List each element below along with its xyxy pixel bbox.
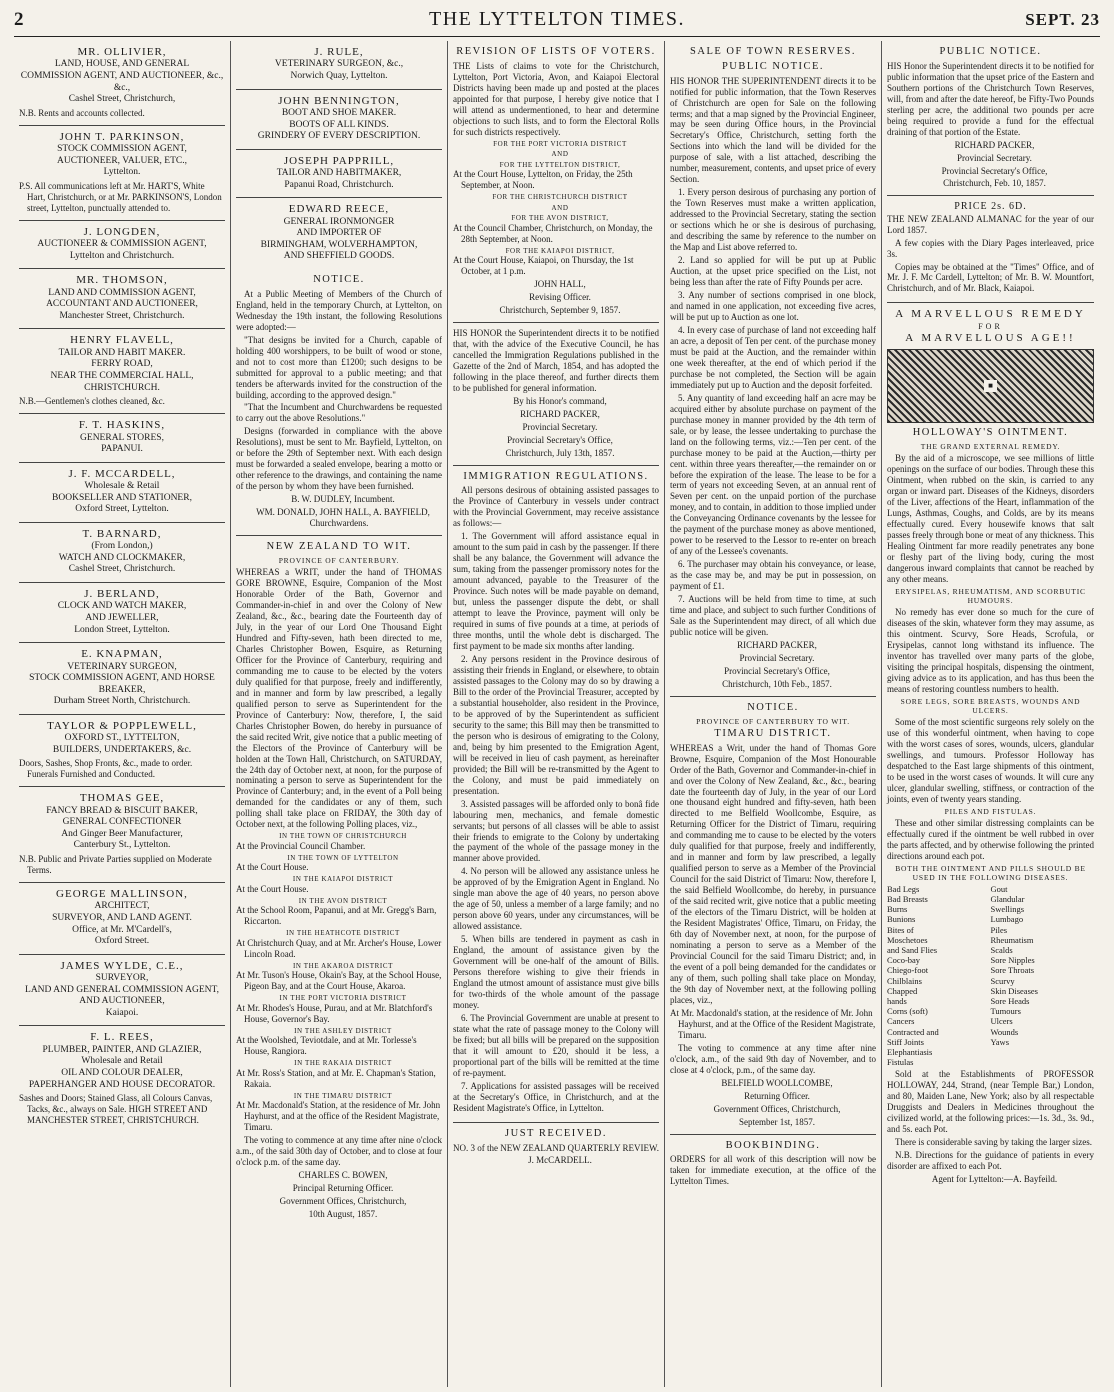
immigration-notice-body: HIS HONOR the Superintendent directs it to be notified that, with the advice of the Executive Council, he has cancelled the Immigration Regulations published in the Gazette of the 2nd of March, 1854, and has adopted the following in the place thereof, and further directs them to be published for general information. (453, 328, 659, 393)
business-name: F. L. REES, (90, 1031, 154, 1044)
sale-signature-line: Christchurch, 10th Feb., 1857. (722, 678, 832, 689)
regulation-paragraph: 1. The Government will afford assistance equal in amount to the sum paid in cash by the passenger. If there shall be any balance, the Government will advance the sum, taking from the passenger promissory notes for the amount advanced, payable to the Treasurer of the Province. Such notes will be made payable on demand, but, unless the passenger dispute the debt, or shall attempt to leave the Province, payment will only be required in sums of five pounds at a time, at periods of three months, until the whole debt is discharged. The first payment to be made six months after landing. (453, 531, 659, 652)
business-line: Kaiapoi. (105, 1007, 139, 1018)
disease-item: Chapped hands (887, 985, 918, 1006)
disease-item: Bunions (887, 914, 916, 925)
just-received-title: JUST RECEIVED. (505, 1127, 607, 1139)
diseases-heading: BOTH THE OINTMENT AND PILLS SHOULD BE USED IN THE FOLLOWING DISEASES. (895, 863, 1086, 882)
timaru-district: TIMARU DISTRICT. (714, 727, 832, 739)
holloway-saving: There is considerable saving by taking the larger sizes. (895, 1137, 1093, 1148)
business-card (19, 523, 225, 583)
business-line: And Ginger Beer Manufacturer, (61, 828, 183, 839)
business-line: PAPANUI. (101, 444, 143, 455)
column-5 (882, 41, 1099, 1387)
disease-item: Skin Diseases (990, 985, 1038, 996)
writ-close: The voting to commence at any time after nine o'clock a.m., of the said 30th day of October, and to close at four o'clock p.m. of the same day. (236, 1135, 442, 1167)
immigration-regulations (453, 466, 659, 1123)
immigration-notice (453, 323, 659, 466)
public-notice-signature-line: RICHARD PACKER, (954, 139, 1035, 150)
timaru-notice (670, 697, 876, 1135)
church-notice (236, 269, 442, 536)
business-card (19, 883, 225, 955)
district-heading: FOR THE PORT VICTORIA DISTRICT (493, 139, 627, 148)
sale-term: 2. Land so applied for will be put up at Public Auction, at the upset price specified on the List, not being less than after the rate of Fifty Pounds per acre. (670, 255, 876, 288)
business-card (19, 583, 225, 643)
erysipelas-heading: ERYSIPELAS, RHEUMATISM, AND SCORBUTIC HUMOURS. (895, 586, 1086, 605)
almanac-price: PRICE 2s. 6D. (954, 201, 1027, 213)
district-heading: IN THE AKAROA DISTRICT (293, 961, 393, 970)
business-line: Wholesale and Retail (81, 1056, 163, 1067)
disease-item: Lumbago (990, 914, 1024, 925)
church-paragraph: Designs (forwarded in compliance with the above Resolutions), must be sent to Mr. Bayfield, Lyttelton, on or before the 29th of September next. With each design must be forwarded a sealed envelope, bearing a motto or other reference to the drawings, and containing the name of the person by whom they have been furnished. (236, 426, 442, 492)
polling-place: At the Court House. (236, 883, 309, 894)
business-card (19, 715, 225, 788)
business-line: Oxford Street, Lyttelton. (75, 504, 169, 515)
business-card (19, 221, 225, 270)
business-card (19, 1026, 225, 1132)
business-name: F. T. HASKINS, (78, 419, 166, 432)
disease-item: Tumours (990, 1006, 1021, 1017)
business-card (19, 955, 225, 1027)
disease-item: Yaws (990, 1036, 1010, 1047)
writ-notice (236, 536, 442, 1226)
business-card (236, 198, 442, 269)
holloway-title: HOLLOWAY'S OINTMENT. (912, 426, 1069, 438)
business-card (19, 329, 225, 414)
business-card (19, 787, 225, 883)
business-line: AUCTIONEER & COMMISSION AGENT, (37, 239, 207, 250)
business-note: N.B.—Gentlemen's clothes cleaned, &c. (19, 396, 165, 407)
regulation-paragraph: 6. The Provincial Government are unable at present to state what the rate of passage money to the Colony will be fixed; but all bills will be prepared on the supposition that it will amount to £20, should it be less, a proportional part of the bills will be remitted at the time of re-payment. (453, 1013, 659, 1078)
diseases-right (991, 884, 1095, 1067)
masthead (14, 8, 1100, 37)
writ-signature-line: Government Offices, Christchurch, (279, 1195, 407, 1206)
disease-item: Glandular Swellings (990, 894, 1025, 915)
column-2 (231, 41, 448, 1387)
disease-item: Bad Legs (887, 883, 920, 894)
holloway-nb: N.B. Directions for the guidance of patients in every disorder are affixed to each Pot. (887, 1150, 1094, 1172)
disease-item: Coco-bay (887, 955, 921, 966)
business-line: GENERAL IRONMONGER (283, 216, 395, 227)
sale-intro: HIS HONOR THE SUPERINTENDENT directs it to be notified for public information, that the Town Reserves of Christchurch are open for Sale on the following terms; and that a map signed by the Provincial Engineer, may be seen during Office hours, in the Provincial Secretary's Office, Christchurch, setting forth the Sections into which the land will be divided for the purpose of sale, with a list attached, describing the number, measurement, contents, and upset price of every Section. (670, 75, 876, 185)
business-line: SURVEYOR, (95, 973, 149, 984)
sale-term: 4. In every case of purchase of land not exceeding half an acre, a deposit of Ten per cent. of the purchase money must be paid at the Auction, and the remainder within one week thereafter, at the end of which period if the purchase be not completed, the Section will be again immediately put up to Auction and the deposit forfeited. (670, 324, 876, 390)
sale-term: 3. Any number of sections comprised in one block, and named in one application, not exceeding five acres, will be put up to Auction as one lot. (670, 290, 876, 322)
business-line: VETERINARY SURGEON, &c., (274, 59, 404, 70)
disease-item: Corns (soft) (887, 1006, 928, 1017)
business-line: TAILOR AND HABITMAKER, (276, 168, 402, 179)
business-name: JOHN BENNINGTON, (278, 94, 400, 107)
district-heading: IN THE TOWN OF CHRISTCHURCH (279, 832, 407, 841)
immigration-signature-line: RICHARD PACKER, (520, 408, 600, 419)
holloway-headline-3: A MARVELLOUS AGE!! (905, 331, 1076, 344)
issue-date: SEPT. 23 (1025, 10, 1100, 29)
writ-title: NEW ZEALAND TO WIT. (266, 541, 412, 553)
district-heading: IN THE HEATHCOTE DISTRICT (286, 929, 400, 938)
immigration-signature-line: Christchurch, July 13th, 1857. (505, 447, 615, 458)
regulation-paragraph: 2. Any persons resident in the Province desirous of assisting their friends in England, or elsewhere, to obtain assisted passages to the Colony may do so by drawing a Bill to the order of the Provincial Treasurer, accepted by a substantial householder, also resident in the Province, to be approved of by the Superintendent as sufficient security to the same; this Bill may then be transmitted to the person who is desirous of emigrating to the Colony, and, being by him presented to the Emigration Agent, will be received in lieu of cash payment, as hereinafter provided; the Bill will be re-transmitted by the Agent to the Colony, and must be paid immediately on presentation. (453, 654, 659, 796)
public-notice-signature-line: Christchurch, Feb. 10, 1857. (943, 178, 1046, 189)
bookbinding-notice (670, 1135, 876, 1196)
business-card (19, 414, 225, 463)
business-line: PAPERHANGER AND HOUSE DECORATOR. (28, 1079, 216, 1090)
business-name: EDWARD REECE, (288, 203, 390, 216)
business-line: AUCTIONEER, VALUER, ETC., (56, 155, 187, 166)
holloway-sold: Sold at the Establishments of PROFESSOR HOLLOWAY, 244, Strand, (near Temple Bar,) London, and 80, Maiden Lane, New York; also by all respectable Druggists and Dealers in Medicines throughout the civilized world, at the following prices:—1s. 3d., 3s. 9d., and 5s. each Pot. (887, 1069, 1094, 1135)
timaru-close: The voting to commence at any time after nine o'clock, a.m., of the said 9th day of November, and to close at 4 o'clock, p.m., of the same day. (670, 1042, 876, 1075)
diseases-list (887, 884, 1094, 1067)
column-4 (665, 41, 882, 1387)
business-line: OIL AND COLOUR DEALER, (61, 1067, 183, 1078)
business-name: JAMES WYLDE, C.E., (60, 959, 184, 972)
disease-item: Chilblains (887, 975, 922, 986)
disease-item: Sore Nipples (990, 955, 1035, 966)
holloway-headline-1: A MARVELLOUS REMEDY (895, 308, 1086, 321)
hearing-place: At the Court House, Lyttelton, on Friday, the 25th September, at Noon. (453, 169, 633, 191)
bookbinding-body: ORDERS for all work of this description will now be taken for immediate execution, at the office of the Lyttelton Times. (670, 1154, 876, 1187)
business-name: TAYLOR & POPPLEWELL, (47, 719, 197, 732)
newspaper-title: THE LYTTELTON TIMES. (429, 8, 685, 30)
district-heading: IN THE RAKAIA DISTRICT (294, 1059, 392, 1068)
business-name: J. RULE, (314, 46, 364, 58)
disease-item: Sore Heads (990, 995, 1030, 1006)
business-card (236, 41, 442, 90)
disease-item: Cancers (887, 1016, 915, 1027)
business-line: WATCH AND CLOCKMAKER, (58, 552, 186, 563)
district-heading: IN THE KAIAPOI DISTRICT (292, 875, 394, 884)
disease-item: Contracted and Stiff Joints (887, 1026, 939, 1047)
business-card (19, 463, 225, 523)
business-line: Lyttelton. (103, 167, 141, 178)
timaru-signature-line: September 1st, 1857. (739, 1116, 815, 1127)
business-name: E. KNAPMAN, (81, 648, 163, 661)
polling-place: At Mr. Tuson's House, Okain's Bay, at the School House, Pigeon Bay, and at the Court House, Akaroa. (236, 970, 442, 992)
business-line: BOOKSELLER AND STATIONER, (52, 492, 192, 503)
sale-term: 5. Any quantity of land exceeding half an acre may be acquired either by absolute purchase on payment of the purchase money in manner provided by the 4th term of sale, or by lease, the lessee undertaking to purchase the land on the following terms, viz.:—Ten per cent. of the purchase money to be paid at the Auction,—thirty per cent. within three years thereafter,—the remainder on or before the expiration of the lease. The lease to be for a term of years not exceeding Seven, at an annual rent of Seven per cent. on the unpaid portion of the purchase money, and to contain, in addition to those implied under the Conveyancing Ordinance covenants by the lessee for the payment of the purchase money as above mentioned, power to be reserved to the Lessor to re-enter on breach of any of the Lessee's covenants. (670, 392, 876, 557)
writ-subtitle: PROVINCE OF CANTERBURY. (278, 555, 400, 565)
timaru-body: WHEREAS a Writ, under the hand of Thomas Gore Browne, Esquire, Companion of the Most Honourable Order of the Bath, Governor and Commander-in-chief in and over the Colony of New Zealand, &c., &c., bearing date the fourteenth day of July, in the year of our Lord one thousand eight hundred and fifty-seven, hath been directed to me Belfield Woollcombe, Esquire, as Returning Officer for the District of Timaru, requiring and commanding me to cause to be elected by the voters duly qualified for that purpose, freely and indifferently, and in manner and form by law prescribed, a legally qualified person to serve as a Member of the Provincial Council for the said District of Timaru: Now, therefore I, the said Belfield Woollcombe, do hereby, in pursuance of the said recited writ, give notice that a public meeting of the electors of the Timaru District, will be holden at the Resident Magistrates' Office, Timaru, on Friday, the 6th day of November next, at noon, for the purpose of nominating a person to serve as a Member of the Provincial Council for the said Timaru District; and, in the event of a poll being demanded for the candidates or any of them, such polling shall take place on Monday, the 9th day of November next, at the following polling places, viz., (670, 742, 876, 1005)
business-line: CHRISTCHURCH. (84, 382, 160, 393)
business-line: OXFORD ST., LYTTELTON, (64, 733, 180, 744)
piles-text: These and other similar distressing complaints can be effectually cured if the ointment be well rubbed in over the parts affected, and by otherwise following the printed directions around each pot. (887, 817, 1094, 861)
revision-notice (453, 41, 659, 323)
just-received-signature: J. McCARDELL. (528, 1155, 592, 1166)
regulation-paragraph: 3. Assisted passages will be afforded only to bonâ fide labouring men, mechanics, and female domestic servants; but persons of all classes will be able to assist their friends to emigrate to the Colony by undertaking the payment of the whole of the passage money in the manner above provided. (453, 798, 659, 864)
district-heading: IN THE TIMARU DISTRICT (293, 1091, 393, 1100)
sale-term: 1. Every person desirous of purchasing any portion of the Town Reserves must make a written application, addressed to the Provincial Secretary, stating the section or sections which he or she is desirous of purchasing, and describing the same by reference to the number on the Map and List above referred to. (670, 187, 876, 253)
disease-item: Scurvy (990, 975, 1015, 986)
sale-subtitle: PUBLIC NOTICE. (721, 60, 825, 72)
business-line: LAND, HOUSE, AND GENERAL (54, 59, 190, 70)
business-card (19, 643, 225, 715)
business-line: Oxford Street. (94, 936, 150, 947)
business-line: Cashel Street, Christchurch, (68, 94, 176, 105)
timaru-signature-line: Government Offices, Christchurch, (713, 1103, 841, 1114)
business-name: JOHN T. PARKINSON, (59, 130, 185, 143)
piles-heading: PILES AND FISTULAS. (944, 806, 1037, 816)
erysipelas-text: No remedy has ever done so much for the cure of diseases of the skin, whatever form they may assume, as this ointment. Scurvy, Sore Heads, Scrofula, or Erysipelas, cannot long withstand its influence. The inventor has travelled over many parts of the globe, visiting the principal hospitals, dispensing the ointment, giving advice as to its application, and has thus been the means of restoring countless numbers to health. (887, 606, 1094, 694)
business-line: Norwich Quay, Lyttelton. (290, 70, 388, 81)
district-heading: IN THE TOWN OF LYTTELTON (287, 853, 399, 862)
business-line: BOOT AND SHOE MAKER. (281, 107, 397, 118)
business-card (236, 150, 442, 199)
church-paragraph: "That the Incumbent and Churchwardens be requested to carry out the above Resolutions." (236, 402, 442, 424)
district-heading: IN THE PORT VICTORIA DISTRICT (279, 994, 407, 1003)
business-line: Wholesale & Retail (84, 481, 160, 492)
business-line: LAND AND GENERAL COMMISSION AGENT, (25, 984, 219, 995)
revision-body: THE Lists of claims to vote for the Christchurch, Lyttelton, Port Victoria, Avon, and Kaiapoi Electoral Districts having been made up and posted at the places appointed for that purpose, I hereby give notice that I will attend as undermentioned, to hear and determine objections to such lists, and to form the Electoral Rolls for such districts respectively. (453, 60, 659, 137)
sale-term: 6. The purchaser may obtain his conveyance, or lease, as the case may be, and may be put in possession, on payment of £1. (670, 559, 876, 592)
business-line: BOOTS OF ALL KINDS. (289, 119, 389, 130)
district-heading: FOR THE AVON DISTRICT, (511, 214, 609, 223)
disease-item: Sore Throats (990, 965, 1035, 976)
business-line: COMMISSION AGENT, AND AUCTIONEER, &c., &c., (20, 70, 224, 93)
business-name: J. F. MCCARDELL, (68, 467, 176, 480)
regulation-paragraph: 4. No person will be allowed any assistance unless he be approved of by the Emigration Agent in England. No single man above the age of 40 years, no person above the age of 50, unless a member of a large family; and no person above 60 years, under any circumstances, will be allowed assistance. (453, 866, 659, 932)
disease-item: Ulcers (990, 1016, 1013, 1027)
timaru-title: NOTICE. (747, 701, 799, 713)
business-name: MR. THOMSON, (76, 274, 168, 287)
business-name: MR. OLLIVIER, (77, 46, 167, 58)
business-line: BUILDERS, UNDERTAKERS, &c. (52, 744, 192, 755)
business-line: GENERAL CONFECTIONER (62, 817, 182, 828)
business-card (236, 90, 442, 150)
revision-title: REVISION OF LISTS OF VOTERS. (456, 46, 656, 57)
column-1-business-cards (14, 41, 231, 1387)
holloway-agent: Agent for Lyttelton:—A. Bayfeild. (931, 1174, 1058, 1184)
church-paragraph: At a Public Meeting of Members of the Church of England, held in the temporary Church, at Lyttelton, on Wednesday the 19th instant, the following Resolutions were adopted:— (236, 288, 442, 332)
district-heading: FOR THE KAIAPOI DISTRICT, (505, 246, 615, 255)
church-paragraph: "That designs be invited for a Church, capable of holding 400 worshippers, to be built of wood or stone, and not to cost more than £1200; such designs to be submitted for approval to a public meeting; and that tenders be afterwards invited for the construction of the building, according to the approved design." (236, 334, 442, 400)
polling-place: At Mr. Ross's Station, and at Mr. E. Chapman's Station, Rakaia. (236, 1067, 436, 1089)
public-notice-title: PUBLIC NOTICE. (939, 46, 1042, 57)
business-line: BIRMINGHAM, WOLVERHAMPTON, (260, 239, 418, 250)
writ-body: WHEREAS a WRIT, under the hand of THOMAS GORE BROWNE, Esquire, Companion of the Most Honorable Order of the Bath, Governor and Commander-in-chief in and over the Colony of New Zealand, &c., &c., bearing date the Fourteenth day of July, in the year of our Lord One Thousand Eight Hundred and Fifty-seven, hath been directed to me, Charles Christopher Bowen, Esquire, as Returning Officer for the Province of Canterbury, requiring and commanding me to cause to be elected by the voters duly qualified for that purpose, freely and indifferently, and in manner and form by law prescribed, a legally qualified person to serve as Superintendent for the Province of Canterbury: Now, therefore, I, the said Charles Christopher Bowen, do hereby in pursuance of the said recited Writ, give notice that a public meeting of the Electors of the Province of Canterbury will be holden at the Town Hall, Christchurch, on SATURDAY, the 24th day of October next, at noon, for the purpose of nominating a person to serve as Superintendent for the Province of Canterbury; and, in the event of a Poll being demanded for the candidates or any of them, such polling shall take place on FRIDAY, the 30th day of October next, at the following Polling places, viz., (236, 567, 442, 830)
timaru-subtitle: PROVINCE OF CANTERBURY TO WIT. (696, 716, 850, 726)
business-card (19, 269, 225, 329)
business-line: (From London,) (91, 541, 153, 552)
writ-signature-line: 10th August, 1857. (308, 1208, 378, 1219)
sore-legs-text: Some of the most scientific surgeons rely solely on the use of this wonderful ointment, when having to cope with the worst cases of sores, wounds, ulcers, glandular swellings, and tumours. Professor Holloway has despatched to the East large shipments of this ointment, to be used in the worst cases of wounds. It will cure any ulcer, glandular swelling, stiffness, or contraction of the joints, even of twenty years standing. (887, 716, 1094, 804)
sore-legs-heading: SORE LEGS, SORE BREASTS, WOUNDS AND ULCERS. (900, 696, 1081, 715)
business-card (19, 126, 225, 221)
business-line: GRINDERY OF EVERY DESCRIPTION. (257, 131, 421, 142)
business-card (19, 41, 225, 126)
business-name: HENRY FLAVELL, (70, 334, 174, 347)
business-note: Sashes and Doors; Stained Glass, all Colours Canvas, Tacks, &c., always on Sale. HIGH STREET AND MANCHESTER STREET, CHRISTCHURCH. (19, 1093, 213, 1126)
business-line: Cashel Street, Christchurch. (68, 564, 176, 575)
district-heading: AND (551, 203, 569, 212)
bookbinding-title: BOOKBINDING. (725, 1139, 821, 1151)
almanac-where: Copies may be obtained at the "Times" Office, and of Mr. J. F. Mc Cardell, Lyttelton; of Mr. B. W. Mountfort, Christchurch, and of Mr. Black, Kaiapoi. (887, 261, 1094, 294)
engraving-placeholder: ■ (984, 380, 997, 392)
business-line: LAND AND COMMISSION AGENT, (48, 287, 196, 298)
polling-place: At the Court House. (236, 862, 309, 873)
timaru-signature-line: BELFIELD WOOLLCOMBE, (721, 1077, 833, 1088)
column-3 (448, 41, 665, 1387)
polling-place: At Christchurch Quay, and at Mr. Archer's House, Lower Lincoln Road. (236, 937, 442, 959)
just-received-body: NO. 3 of the NEW ZEALAND QUARTERLY REVIEW. (453, 1142, 659, 1153)
immigration-signature-line: By his Honor's command, (513, 395, 607, 406)
business-line: ACCOUNTANT AND AUCTIONEER, (46, 299, 198, 310)
business-line: GENERAL STORES, (80, 432, 164, 443)
immigration-signature-line: Provincial Secretary. (522, 421, 598, 432)
polling-place: At the Woolshed, Teviotdale, and at Mr. Torlesse's House, Rangiora. (236, 1035, 417, 1057)
revision-signature-line: Revising Officer. (529, 292, 591, 303)
disease-item: Elephantiasis (887, 1046, 933, 1057)
engraving-illustration (887, 349, 1094, 423)
business-line: PLUMBER, PAINTER, AND GLAZIER, (42, 1044, 202, 1055)
public-notice-signature-line: Provincial Secretary. (957, 152, 1032, 163)
business-line: AND SHEFFIELD GOODS. (283, 251, 395, 262)
disease-item: Bites of Moschetoes and Sand Flies (887, 924, 938, 956)
almanac-interleaved: A few copies with the Diary Pages interleaved, price 3s. (887, 237, 1094, 259)
business-line: Papanui Road, Christchurch. (284, 179, 394, 190)
writ-signature-line: CHARLES C. BOWEN, (298, 1169, 388, 1180)
polling-place: At Mr. Rhodes's House, Purau, and at Mr. Blatchford's House, Governor's Bay. (236, 1002, 433, 1024)
disease-item: Burns (887, 904, 908, 915)
business-line: AND AUCTIONEER, (79, 996, 165, 1007)
business-line: VETERINARY SURGEON, (67, 661, 177, 672)
sale-signature-line: RICHARD PACKER, (737, 640, 817, 651)
almanac-body: THE NEW ZEALAND ALMANAC for the year of our Lord 1857. (887, 213, 1094, 235)
business-name: J. BERLAND, (84, 587, 160, 600)
business-line: Canterbury St., Lyttelton. (73, 840, 171, 851)
business-note: N.B. Public and Private Parties supplied on Moderate Terms. (19, 854, 212, 876)
disease-item: Fistulas (887, 1057, 914, 1068)
business-line: Lyttelton and Christchurch. (69, 250, 175, 261)
polling-place: At the Provincial Council Chamber. (236, 840, 366, 851)
public-notice (887, 41, 1094, 196)
business-line: London Street, Lyttelton. (74, 624, 170, 635)
business-line: SURVEYOR, AND LAND AGENT. (52, 912, 192, 923)
district-heading: FOR THE CHRISTCHURCH DISTRICT (492, 193, 628, 202)
business-line: AND JEWELLER, (85, 612, 159, 623)
just-received (453, 1123, 659, 1173)
immigration-signature-line: Provincial Secretary's Office, (507, 434, 613, 445)
business-line: CLOCK AND WATCH MAKER, (57, 601, 187, 612)
church-notice-title: NOTICE. (313, 273, 365, 285)
revision-signature-line: Christchurch, September 9, 1857. (499, 305, 621, 316)
hearing-place: At the Council Chamber, Christchurch, on Monday, the 28th September, at Noon. (453, 222, 653, 244)
district-heading: AND (551, 150, 569, 159)
district-heading: IN THE AVON DISTRICT (298, 896, 388, 905)
regulations-title: IMMIGRATION REGULATIONS. (463, 470, 649, 482)
disease-item: Gout (990, 883, 1008, 894)
business-line: FERRY ROAD, (91, 359, 153, 370)
regulation-paragraph: All persons desirous of obtaining assisted passages to the Province of Canterbury in vessels under contract with the Provincial Government, may receive assistance as follows:— (453, 485, 659, 529)
public-notice-body: HIS Honor the Superintendent directs it to be notified for public information that the upset price of the Eastern and Southern portions of the Christchurch Town Reserves, will, from and after the date hereof, be Fifty-Two Pounds sterling per acre, the additional two pounds per acre being required to provide a fund for the effectual draining of that portion of the Estate. (887, 60, 1094, 137)
business-name: THOMAS GEE, (79, 792, 165, 805)
revision-signature-line: JOHN HALL, (534, 279, 586, 290)
sale-signature-line: Provincial Secretary's Office, (724, 665, 830, 676)
page-number: 2 (14, 9, 24, 30)
business-line: AND IMPORTER OF (296, 228, 382, 239)
business-name: GEORGE MALLINSON, (56, 887, 188, 900)
diseases-left (887, 884, 991, 1067)
disease-item: Chiego-foot (887, 965, 929, 976)
business-note: N.B. Rents and accounts collected. (19, 107, 145, 118)
business-line: TAILOR AND HABIT MAKER. (58, 347, 186, 358)
business-line: STOCK COMMISSION AGENT, (57, 144, 187, 155)
district-heading: IN THE ASHLEY DISTRICT (294, 1026, 392, 1035)
church-signature-1: B. W. DUDLEY, Incumbent. (291, 494, 395, 505)
polling-place: At Mr. Macdonald's Station, at the residence of Mr. John Hayhurst, and at the office of the Resident Magistrate, Timaru. (236, 1100, 441, 1133)
business-line: ARCHITECT, (94, 901, 150, 912)
business-line: Office, at Mr. M'Cardell's, (72, 924, 172, 935)
disease-item: Bad Breasts (887, 894, 928, 905)
business-line: Manchester Street, Christchurch. (59, 310, 185, 321)
disease-item: Piles (990, 924, 1008, 935)
holloway-advert (887, 303, 1094, 1191)
business-line: NEAR THE COMMERCIAL HALL, (50, 371, 194, 381)
timaru-signature-line: Returning Officer. (744, 1090, 810, 1101)
business-name: J. LONGDEN, (83, 225, 161, 238)
sale-of-town-reserves (670, 41, 876, 697)
sale-signature-line: Provincial Secretary. (739, 653, 815, 663)
business-name: JOSEPH PAPPRILL, (283, 154, 395, 167)
business-note: Doors, Sashes, Shop Fronts, &c., made to order. Funerals Furnished and Conducted. (19, 758, 193, 780)
hearing-place: At the Court House, Kaiapoi, on Thursday, the 1st October, at 1 p.m. (453, 255, 634, 277)
disease-item: Scalds (990, 945, 1013, 956)
business-note: P.S. All communications left at Mr. HART'S, White Hart, Christchurch, or at Mr. PARKINSON'S, London street, Lyttelton, punctually attended to. (19, 180, 222, 213)
disease-item: Wounds (990, 1026, 1019, 1037)
regulation-paragraph: 7. Applications for assisted passages will be received at the Secretary's Office, in Christchurch, and at the Resident Magistrate's Office, in Lyttelton. (453, 1080, 659, 1113)
business-name: T. BARNARD, (82, 527, 162, 540)
regulation-paragraph: 5. When bills are tendered in payment as cash in England, the amount of assistance given by the Government will be one-half of the amount of Bills. Persons therefore wishing to give their friends in England the utmost amount of assistance must give bills for two-thirds of the whole amount of the passage money. (453, 934, 659, 1011)
holloway-subtitle: THE GRAND EXTERNAL REMEDY. (920, 441, 1061, 451)
disease-item: Rheumatism (990, 934, 1034, 945)
public-notice-signature-line: Provincial Secretary's Office, (941, 165, 1048, 176)
business-line: Durham Street North, Christchurch. (53, 696, 191, 707)
church-signature-2: WM. DONALD, JOHN HALL, A. BAYFIELD, Churchwardens. (256, 507, 430, 529)
sale-title: SALE OF TOWN RESERVES. (690, 46, 856, 57)
polling-place: At the School Room, Papanui, and at Mr. Gregg's Barn, Riccarton. (236, 905, 437, 927)
sale-term: 7. Auctions will be held from time to time, at such time and place, and subject to such further Conditions of Sale as the Superintendent may direct, of all which due public notice will be given. (670, 594, 876, 638)
almanac-advert (887, 196, 1094, 303)
holloway-intro: By the aid of a microscope, we see millions of little openings on the surface of our bodies. Through these this Ointment, when rubbed on the skin, is carried to any organ or inward part. Diseases of the Kidneys, disorders of the Liver, affections of the Heart, inflammation of the Lungs, Asthmas, Coughs, and Colds, are by its means effectually cured. Every housewife knows that salt passes freely through bone or meat of any thickness. This Healing Ointment far more readily penetrates any bone or fleshy part of the living body, curing the most dangerous inward complaints that cannot be reached by any other means. (887, 452, 1094, 584)
district-heading: FOR THE LYTTELTON DISTRICT, (499, 160, 621, 169)
timaru-places: At Mr. Macdonald's station, at the residence of Mr. John Hayhurst, and at the Office of the Resident Magistrate, Timaru. (670, 1007, 876, 1040)
holloway-headline-2: FOR (978, 321, 1003, 331)
business-line: FANCY BREAD & BISCUIT BAKER, (46, 805, 198, 816)
business-line: STOCK COMMISSION AGENT, AND HORSE BREAKER, (29, 673, 215, 695)
writ-signature-line: Principal Returning Officer. (292, 1182, 394, 1193)
